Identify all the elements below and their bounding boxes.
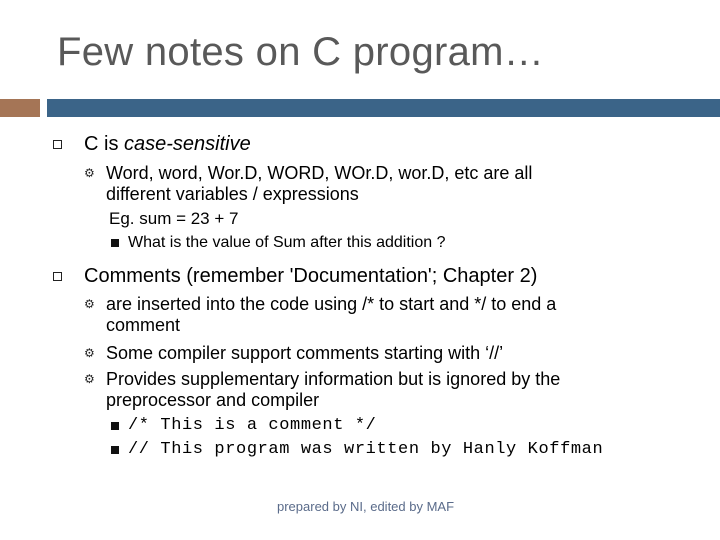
sub-bullet-line: preprocessor and compiler	[106, 390, 320, 410]
emphasis-text: case-sensitive	[124, 133, 251, 155]
gear-bullet-icon: ⚙	[84, 346, 95, 360]
gear-bullet-icon: ⚙	[84, 372, 95, 386]
code-example-block-comment: /* This is a comment */	[128, 416, 377, 435]
sub-bullet-line: comment	[106, 315, 181, 335]
sub-bullet-line: Word, word, Wor.D, WORD, WOr.D, wor.D, etc are all	[106, 163, 533, 183]
sub-bullet-variables	[106, 163, 532, 205]
bullet-label: C is	[84, 133, 124, 155]
filled-square-bullet-icon	[111, 239, 119, 247]
example-line: Eg. sum = 23 + 7	[109, 209, 239, 228]
code-example-line-comment: // This program was written by Hanly Koffman	[128, 440, 604, 459]
sub-bullet-line: are inserted into the code using /* to start and */ to end a	[106, 294, 557, 314]
bullet-comments: Comments (remember 'Documentation'; Chapter 2)	[84, 265, 538, 287]
question-line: What is the value of Sum after this addition ?	[128, 234, 446, 251]
slide-title: Few notes on C program…	[57, 30, 545, 74]
title-underline-bar	[47, 99, 720, 117]
sub-bullet-double-slash: Some compiler support comments starting with ‘//’	[106, 343, 504, 363]
sub-bullet-line: different variables / expressions	[106, 184, 359, 204]
gear-bullet-icon: ⚙	[84, 166, 95, 180]
slide-footer: prepared by NI, edited by MAF	[277, 499, 455, 514]
sub-bullet-comment-syntax	[106, 294, 556, 336]
filled-square-bullet-icon	[111, 422, 119, 430]
accent-bar	[0, 99, 40, 117]
hollow-square-bullet-icon	[53, 140, 62, 149]
bullet-case-sensitive	[84, 133, 251, 156]
filled-square-bullet-icon	[111, 446, 119, 454]
sub-bullet-ignored	[106, 369, 560, 411]
gear-bullet-icon: ⚙	[84, 297, 95, 311]
sub-bullet-line: Provides supplementary information but is ignored by the	[106, 369, 561, 389]
hollow-square-bullet-icon	[53, 272, 62, 281]
